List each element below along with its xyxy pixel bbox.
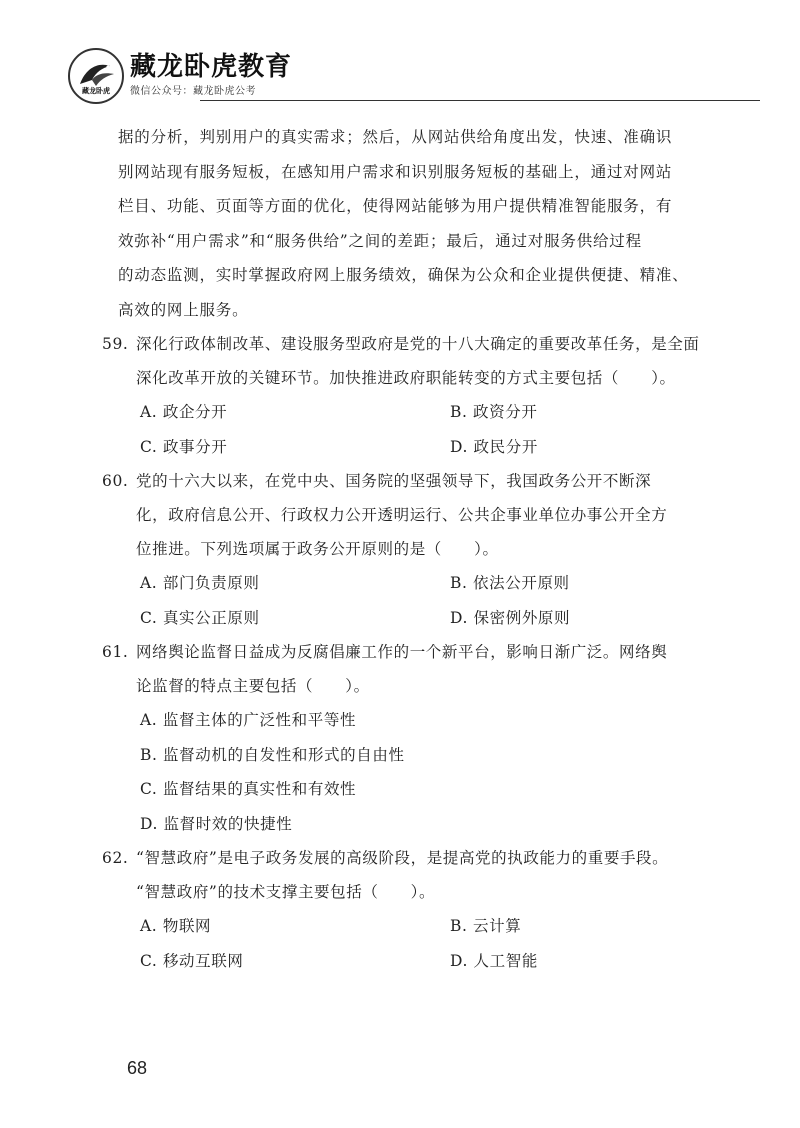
option-c: C. 真实公正原则 <box>140 608 260 627</box>
option-c: C. 移动互联网 <box>140 951 244 970</box>
option-a: A. 物联网 <box>140 917 212 935</box>
option-a: A. 部门负责原则 <box>140 574 260 592</box>
question-text: 化，政府信息公开、行政权力公开透明运行、公共企事业单位办事公开全方 <box>136 506 668 524</box>
text-line: 别网站现有服务短板，在感知用户需求和识别服务短板的基础上，通过对网站 <box>118 162 673 181</box>
options <box>102 909 738 978</box>
question-number: 61. <box>102 643 129 661</box>
option-d: D. 政民分开 <box>450 437 538 456</box>
question-62 <box>102 841 738 978</box>
question-stem <box>102 841 738 875</box>
option-b: B. 政资分开 <box>450 403 538 421</box>
question-stem <box>102 635 738 669</box>
page-content <box>102 120 738 978</box>
question-text: 深化改革开放的关键环节。加快推进政府职能转变的方式主要包括（ ）。 <box>136 369 676 387</box>
page-header <box>60 40 760 102</box>
brand-logo <box>68 48 124 104</box>
option-b: B. 云计算 <box>450 917 522 935</box>
options <box>102 395 738 464</box>
question-text: 深化行政体制改革、建设服务型政府是党的十八大确定的重要改革任务，是全面 <box>136 335 700 353</box>
options <box>102 566 738 635</box>
page-number: 68 <box>127 1058 148 1078</box>
logo-text: 藏龙卧虎 <box>82 87 110 95</box>
question-number: 59. <box>102 335 129 353</box>
question-number: 60. <box>102 472 129 490</box>
option-d: D. 监督时效的快捷性 <box>140 814 293 833</box>
option-a: A. 监督主体的广泛性和平等性 <box>140 711 357 729</box>
option-b: B. 依法公开原则 <box>450 574 570 592</box>
brand-tagline: 微信公众号：藏龙卧虎公考 <box>130 86 256 97</box>
question-text: 位推进。下列选项属于政务公开原则的是（ ）。 <box>136 540 499 558</box>
question-text: 党的十六大以来，在党中央、国务院的坚强领导下，我国政务公开不断深 <box>136 472 652 490</box>
question-stem <box>102 327 738 361</box>
options <box>102 703 738 841</box>
question-stem <box>102 464 738 498</box>
question-text: 论监督的特点主要包括（ ）。 <box>136 677 370 695</box>
brand-title: 藏龙卧虎教育 <box>130 52 293 82</box>
option-d: D. 人工智能 <box>450 951 538 970</box>
text-line: 栏目、功能、页面等方面的优化，使得网站能够为用户提供精准智能服务，有 <box>118 197 673 215</box>
question-60 <box>102 464 738 635</box>
text-line: 效弥补“用户需求”和“服务供给”之间的差距；最后，通过对服务供给过程 <box>118 231 642 250</box>
text-line: 的动态监测，实时掌握政府网上服务绩效，确保为公众和企业提供便捷、精准、 <box>118 266 689 284</box>
question-number: 62. <box>102 849 129 867</box>
option-b: B. 监督动机的自发性和形式的自由性 <box>140 745 405 764</box>
text-line: 高效的网上服务。 <box>118 300 249 319</box>
option-d: D. 保密例外原则 <box>450 608 571 627</box>
question-text: 网络舆论监督日益成为反腐倡廉工作的一个新平台，影响日渐广泛。网络舆 <box>136 643 668 661</box>
option-c: C. 监督结果的真实性和有效性 <box>140 780 357 798</box>
option-a: A. 政企分开 <box>140 403 228 421</box>
question-59 <box>102 327 738 464</box>
question-text: “智慧政府”是电子政务发展的高级阶段，是提高党的执政能力的重要手段。 <box>136 849 669 867</box>
intro-paragraph <box>118 120 738 327</box>
text-line: 据的分析，判别用户的真实需求；然后，从网站供给角度出发，快速、准确识 <box>118 128 673 146</box>
question-61 <box>102 635 738 841</box>
header-divider <box>200 100 760 101</box>
option-c: C. 政事分开 <box>140 437 228 456</box>
question-text: “智慧政府”的技术支撑主要包括（ ）。 <box>136 883 436 901</box>
